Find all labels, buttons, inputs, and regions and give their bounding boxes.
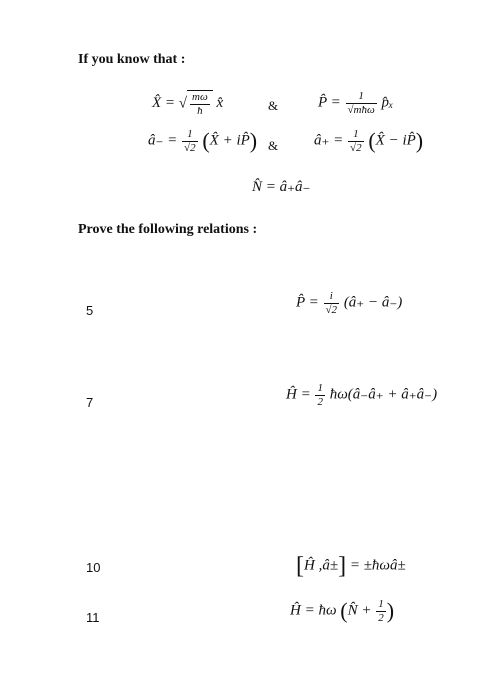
a-plus-body: X̂ − iP̂ bbox=[375, 132, 416, 149]
p-lhs: P̂ = bbox=[318, 94, 341, 111]
p-frac-top: 1 bbox=[346, 90, 377, 104]
problem-10-equation: [Ĥ ,â±] = ±ħωâ± bbox=[296, 553, 406, 579]
p-tail: p̂ₓ bbox=[381, 94, 394, 111]
problem-5-equation: P̂ = $\frac{i}{√2}$ (â₊ − â₋) bbox=[296, 290, 403, 316]
x-sqrt-top: mω bbox=[192, 91, 208, 103]
x-sqrt: √ $\frac{m\omega}{ħ}$ bbox=[179, 90, 213, 117]
a-minus-lhs: â₋ = bbox=[148, 132, 178, 149]
problem-11-equation: Ĥ = ħω (N̂ + $\frac{1}{2}$ ) bbox=[290, 598, 395, 624]
a-plus-lhs: â₊ = bbox=[314, 132, 344, 149]
x-tail: x̂ bbox=[216, 95, 224, 112]
problem-number-7: 7 bbox=[86, 395, 94, 410]
p-frac bbox=[346, 90, 377, 116]
a-plus-frac: $\frac{1}{√2}$ bbox=[350, 128, 362, 154]
a-minus-body: X̂ + iP̂ bbox=[209, 132, 250, 149]
x-lhs: X̂ = bbox=[152, 95, 176, 112]
a-minus-frac: $\frac{1}{√2}$ bbox=[184, 128, 196, 154]
given-n-definition: N̂ = â₊â₋ bbox=[252, 179, 311, 195]
heading-prove: Prove the following relations : bbox=[78, 222, 258, 237]
x-sqrt-bot: ħ bbox=[197, 104, 203, 117]
given-p-definition bbox=[318, 90, 393, 116]
given-x-definition bbox=[152, 90, 223, 117]
problem-7-equation: Ĥ = $\frac{1}{2}$ ħω(â₋â₊ + â₊â₋) bbox=[286, 382, 438, 408]
problem-number-11: 11 bbox=[86, 610, 100, 625]
problem-number-5: 5 bbox=[86, 303, 94, 318]
p-frac-bot: √mħω bbox=[347, 103, 375, 116]
given-a-plus: â₊ = $\frac{1}{√2}$ (X̂ − iP̂) bbox=[314, 128, 424, 154]
ampersand-2: & bbox=[268, 138, 279, 153]
heading-if-you-know: If you know that : bbox=[78, 52, 186, 67]
given-a-minus: â₋ = $\frac{1}{√2}$ (X̂ + iP̂) bbox=[148, 128, 258, 154]
ampersand-1: & bbox=[268, 98, 279, 113]
problem-number-10: 10 bbox=[86, 560, 101, 575]
